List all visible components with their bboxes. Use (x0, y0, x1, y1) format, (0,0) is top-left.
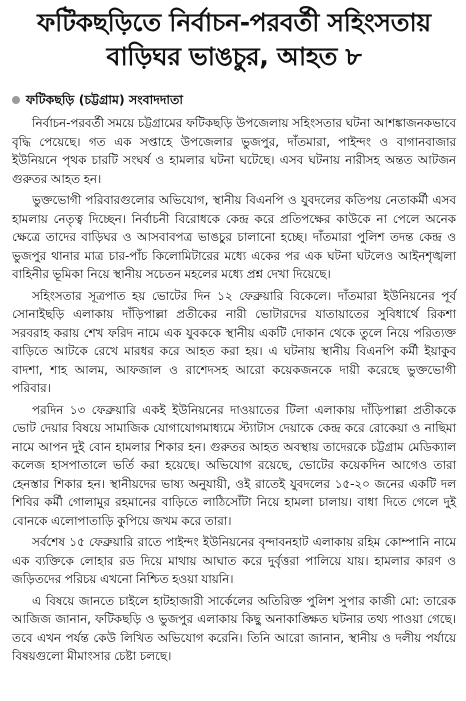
article-body (12, 114, 456, 666)
paragraph-1: নির্বাচন-পরবর্তী সময়ে চট্টগ্রামের ফটিকছড়ি উপজেলায় সহিংসতার ঘটনা আশঙ্কাজনকভাবে বৃদ্ধি পেয়েছে। গত এক সপ্তাহে উপজেলার ভুজপুর, দাঁতমারা, পাইন্দং ও বাগানবাজার ইউনিয়নে পৃথক চারটি সংঘর্ষ ও হামলার ঘটনা ঘটেছে। এসব ঘটনায় নারীসহ অন্তত আটজন গুরুতর আহত হন। (12, 116, 456, 186)
article-headline (12, 6, 456, 74)
paragraph-3: সহিংসতার সূত্রপাত হয় ভোটের দিন ১২ ফেব্রুয়ারি বিকেলে। দাঁতমারা ইউনিয়নের পূর্ব সোনাইছড়ি এলাকায় দাঁড়িপাল্লা প্রতীকের নারী ভোটারদের যাতায়াতের সুবিধার্থে রিকশা সরবরাহ করায় শেখ ফরিদ নামে এক যুবককে স্থানীয় একটি দোকান থেকে তুলে নিয়ে পরিত্যক্ত বাড়িতে আটকে রেখে মারধর করে আহত করা হয়। এ ঘটনায় স্থানীয় বিএনপি কর্মী ইয়াকুব বাদশা, শাহ আলম, আফজাল ও রাশেদসহ আরো কয়েকজনকে দায়ী করেছে ভুক্তভোগী পরিবার। (12, 288, 456, 395)
headline-line-1: ফটিকছড়িতে নির্বাচন-পরবর্তী সহিংসতায় (37, 8, 431, 37)
paragraph-5: সর্বশেষ ১৫ ফেব্রুয়ারি রাতে পাইন্দং ইউনিয়নের বৃন্দাবনহাট এলাকায় রহিম কোম্পানি নামে এক ব্যক্তিকে লোহার রড দিয়ে মাথায় আঘাত করে দুর্বৃত্তরা পালিয়ে যায়। হামলার কারণ ও জড়িতদের পরিচয় এখনো নিশ্চিত হওয়া যায়নি। (12, 535, 456, 586)
paragraph-4: পরদিন ১৩ ফেব্রুয়ারি একই ইউনিয়নের দাওয়াতের টিলা এলাকায় দাঁড়িপাল্লা প্রতীককে ভোট দেয়ার বিষয়ে সামাজিক যোগাযোগমাধ্যমে স্ট্যাটাস দেয়াকে কেন্দ্র করে রোকেয়া ও নাছিমা নামে আপন দুই বোন হামলার শিকার হন। গুরুতর আহত অবস্থায় তাদেরকে চট্টগ্রাম মেডিক্যাল কলেজ হাসপাতালে ভর্তি করা হয়েছে। অভিযোগ রয়েছে, ভোটের কয়েকদিন আগেও তারা হেনস্তার শিকার হন। স্থানীয়দের ভাষ্য অনুযায়ী, ওই রাতেই যুবদলের ১৫-২০ জনের একটি দল শিবির কর্মী গোলামুর রহমানের বাড়িতে লাঠিসোঁটা নিয়ে হামলা চালায়। বাধা দিতে গেলে দুই বোনকে এলোপাতাড়ি কুপিয়ে জখম করে তারা। (12, 402, 456, 528)
bullet-icon (12, 96, 20, 104)
paragraph-2: ভুক্তভোগী পরিবারগুলোর অভিযোগ, স্থানীয় বিএনপি ও যুবদলের কতিপয় নেতাকর্মী এসব হামলায় নেতৃত্ব দিচ্ছেন। নির্বাচনী বিরোধকে কেন্দ্র করে প্রতিপক্ষের কাউকে না পেলে অনেক ক্ষেত্রে তাদের বাড়িঘর ও আসবাবপত্র ভাঙচুর চালানো হচ্ছে। দাঁতমারা পুলিশ তদন্ত কেন্দ্র ও ভুজপুর থানার মাত্র চার-পাঁচ কিলোমিটারের মধ্যে একের পর এক ঘটনা ঘটলেও আইনশৃঙ্খলা বাহিনীর ভূমিকা নিয়ে স্থানীয় সচেতন মহলের মধ্যে প্রশ্ন দেখা দিয়েছে। (12, 193, 456, 281)
headline-line-2: বাড়িঘর ভাঙচুর, আহত ৮ (106, 42, 362, 71)
paragraph-6: এ বিষয়ে জানতে চাইলে হাটহাজারী সার্কেলের অতিরিক্ত পুলিশ সুপার কাজী মো: তারেক আজিজ জানান, ফটিকছড়ি ও ভুজপুর এলাকায় কিছু অনাকাঙ্ক্ষিত ঘটনার তথ্য পাওয়া গেছে। তবে এখন পর্যন্ত কেউ লিখিত অভিযোগ করেনি। তিনি আরো জানান, স্থানীয় ও দলীয় পর্যায়ে বিষয়গুলো মীমাংসার চেষ্টা চলছে। (12, 593, 456, 663)
byline (12, 92, 456, 108)
byline-text: ফটিকছড়ি (চট্টগ্রাম) সংবাদদাতা (26, 92, 184, 107)
